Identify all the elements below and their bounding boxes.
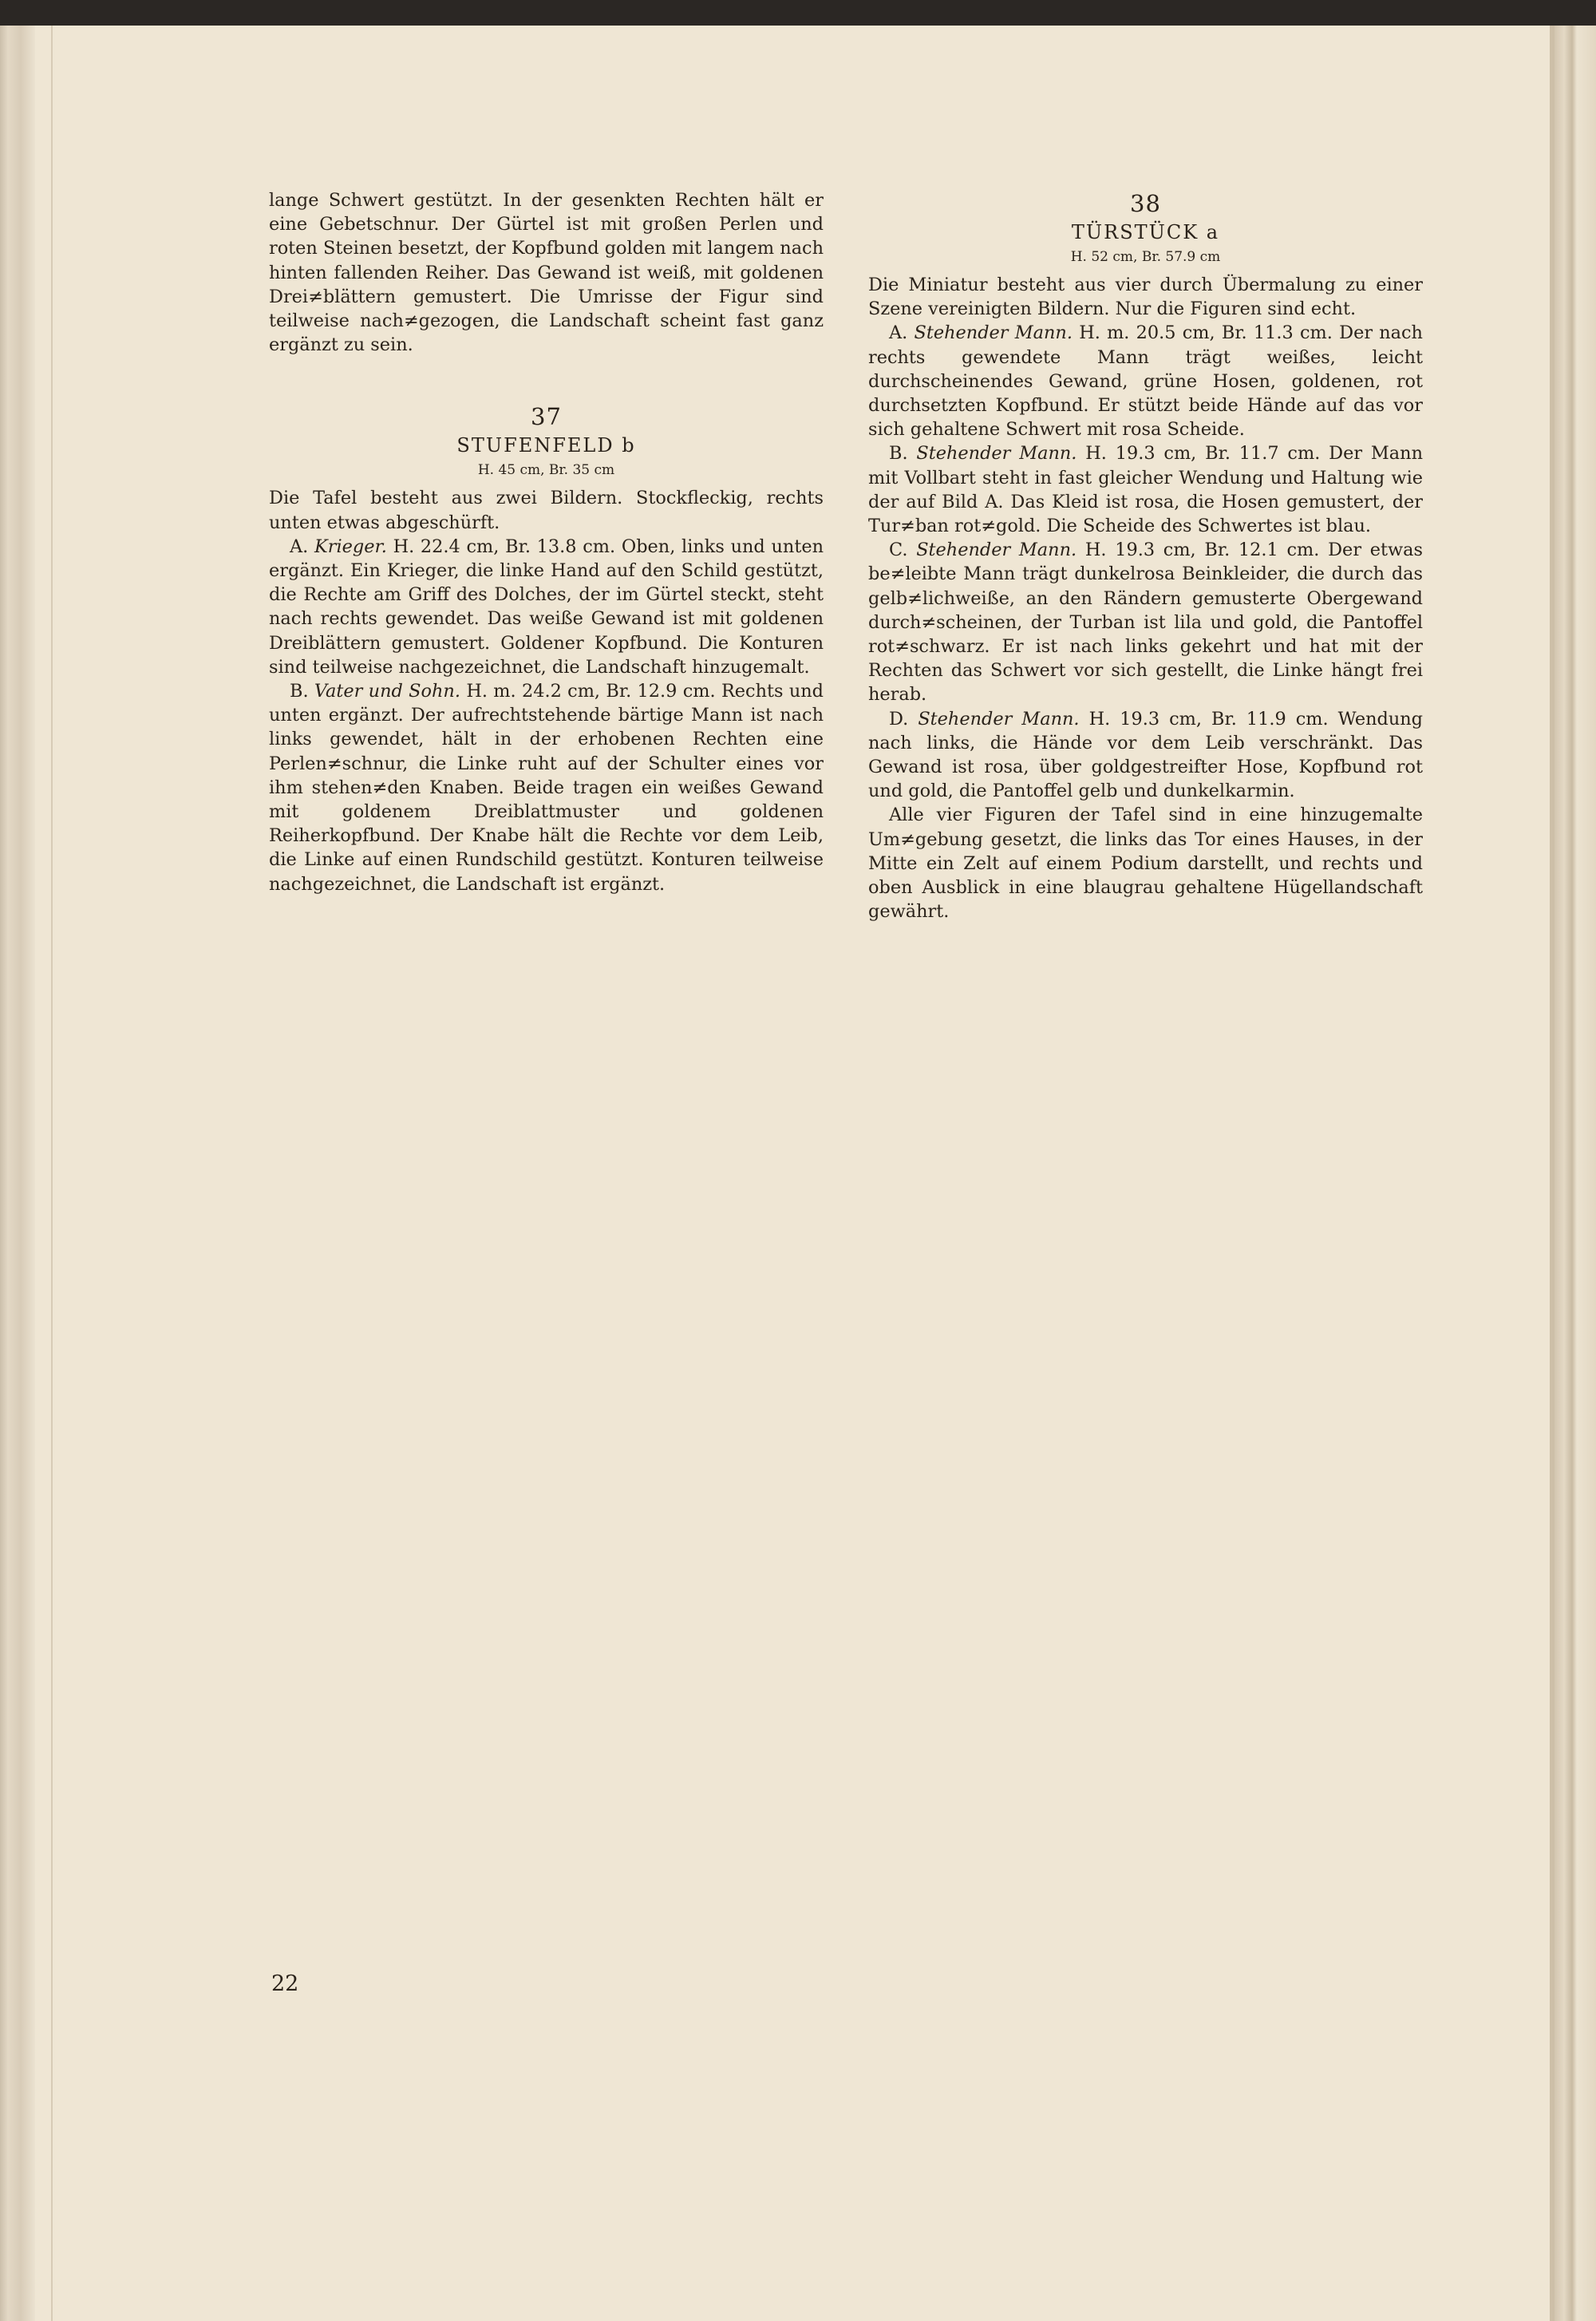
entry-dimensions: H. 45 cm, Br. 35 cm bbox=[477, 462, 615, 479]
item-label: C. bbox=[889, 540, 908, 561]
item-text: H. m. 24.2 cm, Br. 12.9 cm. Rechts und unten ergänzt. Der aufrechtstehende bärtige Mann ist nach links gewendet, hält in der erhobenen Rechten eine Perlen≠schnur, die Linke ruht auf der Schulter eines vor ihm stehen≠den Knaben. Beide tragen ein weißes Gewand mit goldenem Dreiblattmuster und goldenen Reiherkopfbund. Der Knabe hält die Rechte vor dem Leib, die Linke auf einen Rundschild gestützt. Konturen teilweise nachgezeichnet, die Landschaft ist ergänzt. bbox=[269, 681, 824, 895]
page-number: 22 bbox=[271, 1971, 299, 1996]
entry-item bbox=[868, 538, 1423, 706]
item-text: H. 19.3 cm, Br. 11.7 cm. Der Mann mit Vollbart steht in fast gleicher Wendung und Haltung wie der auf Bild A. Das Kleid ist rosa, die Hosen gemustert, der Tur≠ban rot≠gold. Die Scheide des Schwertes ist blau. bbox=[868, 443, 1423, 537]
entry-item bbox=[269, 679, 824, 896]
entry-item bbox=[868, 707, 1423, 804]
item-label: A. bbox=[889, 322, 908, 344]
entry-number: 38 bbox=[1130, 190, 1161, 217]
right-column bbox=[868, 188, 1423, 923]
item-text: H. m. 20.5 cm, Br. 11.3 cm. Der nach rechts gewendete Mann trägt weißes, leicht durchscheinendes Gewand, grüne Hosen, goldenen, rot durchsetzten Kopfbund. Er stützt beide Hände auf das vor sich gehaltene Schwert mit rosa Scheide. bbox=[868, 322, 1423, 441]
item-name: Vater und Sohn. bbox=[314, 681, 460, 702]
item-text: H. 22.4 cm, Br. 13.8 cm. Oben, links und unten ergänzt. Ein Krieger, die linke Hand auf den Schild gestützt, die Rechte am Griff des Dolches, der im Gürtel steckt, steht nach rechts gewendet. Das weiße Gewand ist mit goldenen Dreiblättern gemustert. Goldener Kopfbund. Die Konturen sind teilweise nachgezeichnet, die Landschaft hinzugemalt. bbox=[269, 536, 824, 678]
item-label: B. bbox=[889, 443, 908, 465]
entry-38-heading bbox=[868, 188, 1423, 268]
item-label: B. bbox=[290, 681, 309, 702]
item-label: A. bbox=[290, 536, 309, 557]
entry-dimensions: H. 52 cm, Br. 57.9 cm bbox=[1070, 249, 1221, 265]
item-name: Stehender Mann. bbox=[916, 540, 1077, 561]
entry-title: TÜRSTÜCK a bbox=[1071, 221, 1220, 243]
next-page-edge bbox=[1555, 26, 1596, 2321]
gutter-line bbox=[51, 26, 53, 2321]
scan-background-top bbox=[0, 0, 1596, 26]
entry-item bbox=[269, 535, 824, 679]
closing-paragraph: Alle vier Figuren der Tafel sind in eine hinzugemalte Um≠gebung gesetzt, die links das Tor eines Hauses, in der Mitte ein Zelt auf einem Podium darstellt, und rechts und oben Ausblick in eine blaugrau gehaltene Hügellandschaft gewährt. bbox=[868, 805, 1423, 923]
entry-37-heading bbox=[269, 401, 824, 481]
continuation-paragraph: lange Schwert gestützt. In der gesenkten Rechten hält er eine Gebetschnur. Der Gürtel ist mit großen Perlen und roten Steinen besetzt, der Kopfbund golden mit langem nach hinten fallenden Reiher. Das Gewand ist weiß, mit goldenen Drei≠blättern gemustert. Die Umrisse der Figur sind teilweise nach≠gezogen, die Landschaft scheint fast ganz ergänzt zu sein. bbox=[269, 190, 824, 356]
book-binding-gutter bbox=[0, 26, 35, 2321]
entry-title: STUFENFELD b bbox=[456, 434, 636, 457]
item-name: Stehender Mann. bbox=[914, 322, 1073, 344]
item-name: Krieger. bbox=[314, 536, 387, 557]
entry-item bbox=[868, 441, 1423, 538]
entry-intro: Die Miniatur besteht aus vier durch Übermalung zu einer Szene vereinigten Bildern. Nur die Figuren sind echt. bbox=[868, 275, 1423, 320]
entry-item bbox=[868, 321, 1423, 441]
item-name: Stehender Mann. bbox=[916, 443, 1077, 465]
item-label: D. bbox=[889, 708, 909, 730]
item-name: Stehender Mann. bbox=[918, 708, 1080, 730]
item-text: H. 19.3 cm, Br. 11.9 cm. Wendung nach links, die Hände vor dem Leib verschränkt. Das Gewand ist rosa, über goldgestreifter Hose, Kopfbund rot und gold, die Pantoffel gelb und dunkelkarmin. bbox=[868, 708, 1424, 802]
item-text: H. 19.3 cm, Br. 12.1 cm. Der etwas be≠leibte Mann trägt dunkelrosa Beinkleider, die durch das gelb≠lichweiße, an den Rändern gemusterte Obergewand durch≠scheinen, der Turban ist lila und gold, die Pantoffel rot≠schwarz. Er ist nach links gekehrt und hat mit der Rechten das Schwert vor sich gestellt, die Linke hängt frei herab. bbox=[868, 540, 1423, 706]
entry-number: 37 bbox=[531, 403, 562, 431]
left-column bbox=[269, 188, 824, 896]
entry-intro: Die Tafel besteht aus zwei Bildern. Stockfleckig, rechts unten etwas abgeschürft. bbox=[269, 488, 824, 533]
